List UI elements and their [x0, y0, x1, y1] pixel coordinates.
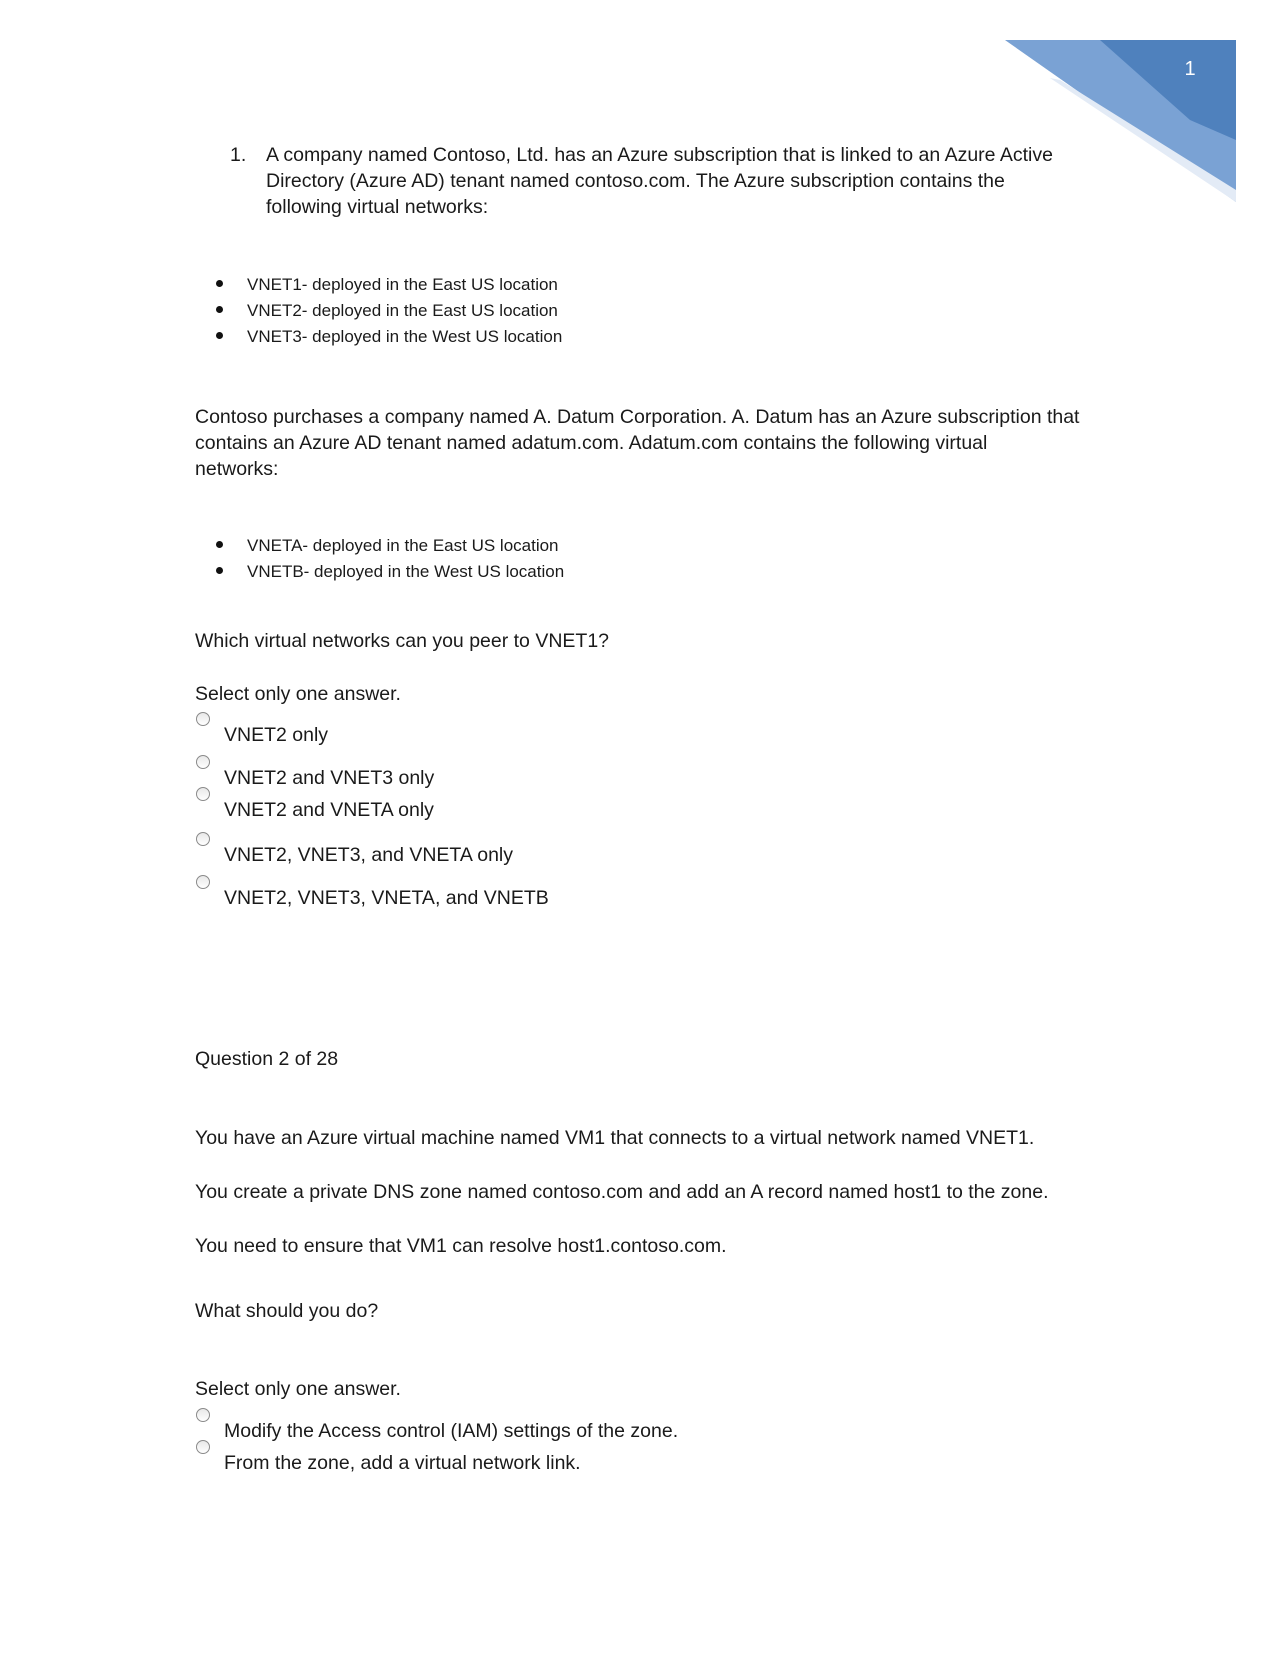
bullet-icon: [216, 541, 223, 548]
list-item: [216, 561, 564, 583]
list-item-text: VNET3- deployed in the West US location: [247, 327, 563, 346]
question2-header: Question 2 of 28: [195, 1048, 339, 1070]
acquisition-paragraph-line: networks:: [195, 458, 279, 480]
answer-option-label: VNET2, VNET3, and VNETA only: [224, 844, 514, 866]
radio-button[interactable]: [196, 712, 210, 726]
list-item-text: VNETB- deployed in the West US location: [247, 562, 565, 581]
acquisition-paragraph-line: contains an Azure AD tenant named adatum.com. Adatum.com contains the following virtual: [195, 432, 988, 454]
radio-button[interactable]: [196, 755, 210, 769]
question1-intro-line: A company named Contoso, Ltd. has an Azure subscription that is linked to an Azure Active: [266, 144, 1053, 166]
bullet-icon: [216, 332, 223, 339]
answer-option-label: VNET2, VNET3, VNETA, and VNETB: [224, 887, 549, 909]
radio-button[interactable]: [196, 875, 210, 889]
page-corner-decoration: [0, 0, 1280, 260]
answer-option-label: Modify the Access control (IAM) settings of the zone.: [224, 1420, 679, 1442]
bullet-icon: [216, 306, 223, 313]
question1-prompt: Which virtual networks can you peer to VNET1?: [195, 630, 610, 652]
question1-intro-line: following virtual networks:: [266, 196, 489, 218]
answer-option-label: VNET2 only: [224, 724, 329, 746]
question2-instruction: Select only one answer.: [195, 1378, 401, 1400]
bullet-icon: [216, 280, 223, 287]
question1-number: 1.: [230, 144, 247, 166]
question2-prompt: What should you do?: [195, 1300, 379, 1322]
list-item: [216, 300, 558, 322]
page-number: 1: [1184, 58, 1196, 80]
answer-option-label: From the zone, add a virtual network link.: [224, 1452, 581, 1474]
radio-button[interactable]: [196, 832, 210, 846]
question2-statement: You need to ensure that VM1 can resolve host1.contoso.com.: [195, 1235, 727, 1257]
question1-intro-line: Directory (Azure AD) tenant named contoso.com. The Azure subscription contains the: [266, 170, 1005, 192]
question2-statement: You have an Azure virtual machine named VM1 that connects to a virtual network named VNET1.: [195, 1127, 1035, 1149]
list-item: [216, 274, 558, 296]
bullet-icon: [216, 567, 223, 574]
question1-instruction: Select only one answer.: [195, 683, 401, 705]
question2-statement: You create a private DNS zone named contoso.com and add an A record named host1 to the zone.: [195, 1181, 1049, 1203]
list-item-text: VNET2- deployed in the East US location: [247, 301, 558, 320]
radio-button[interactable]: [196, 1408, 210, 1422]
list-item-text: VNET1- deployed in the East US location: [247, 275, 558, 294]
radio-button[interactable]: [196, 1440, 210, 1454]
list-item: [216, 535, 559, 557]
answer-option-label: VNET2 and VNET3 only: [224, 767, 435, 789]
radio-button[interactable]: [196, 787, 210, 801]
acquisition-paragraph-line: Contoso purchases a company named A. Datum Corporation. A. Datum has an Azure subscription that: [195, 406, 1080, 428]
answer-option-label: VNET2 and VNETA only: [224, 799, 434, 821]
list-item-text: VNETA- deployed in the East US location: [247, 536, 559, 555]
list-item: [216, 326, 562, 348]
